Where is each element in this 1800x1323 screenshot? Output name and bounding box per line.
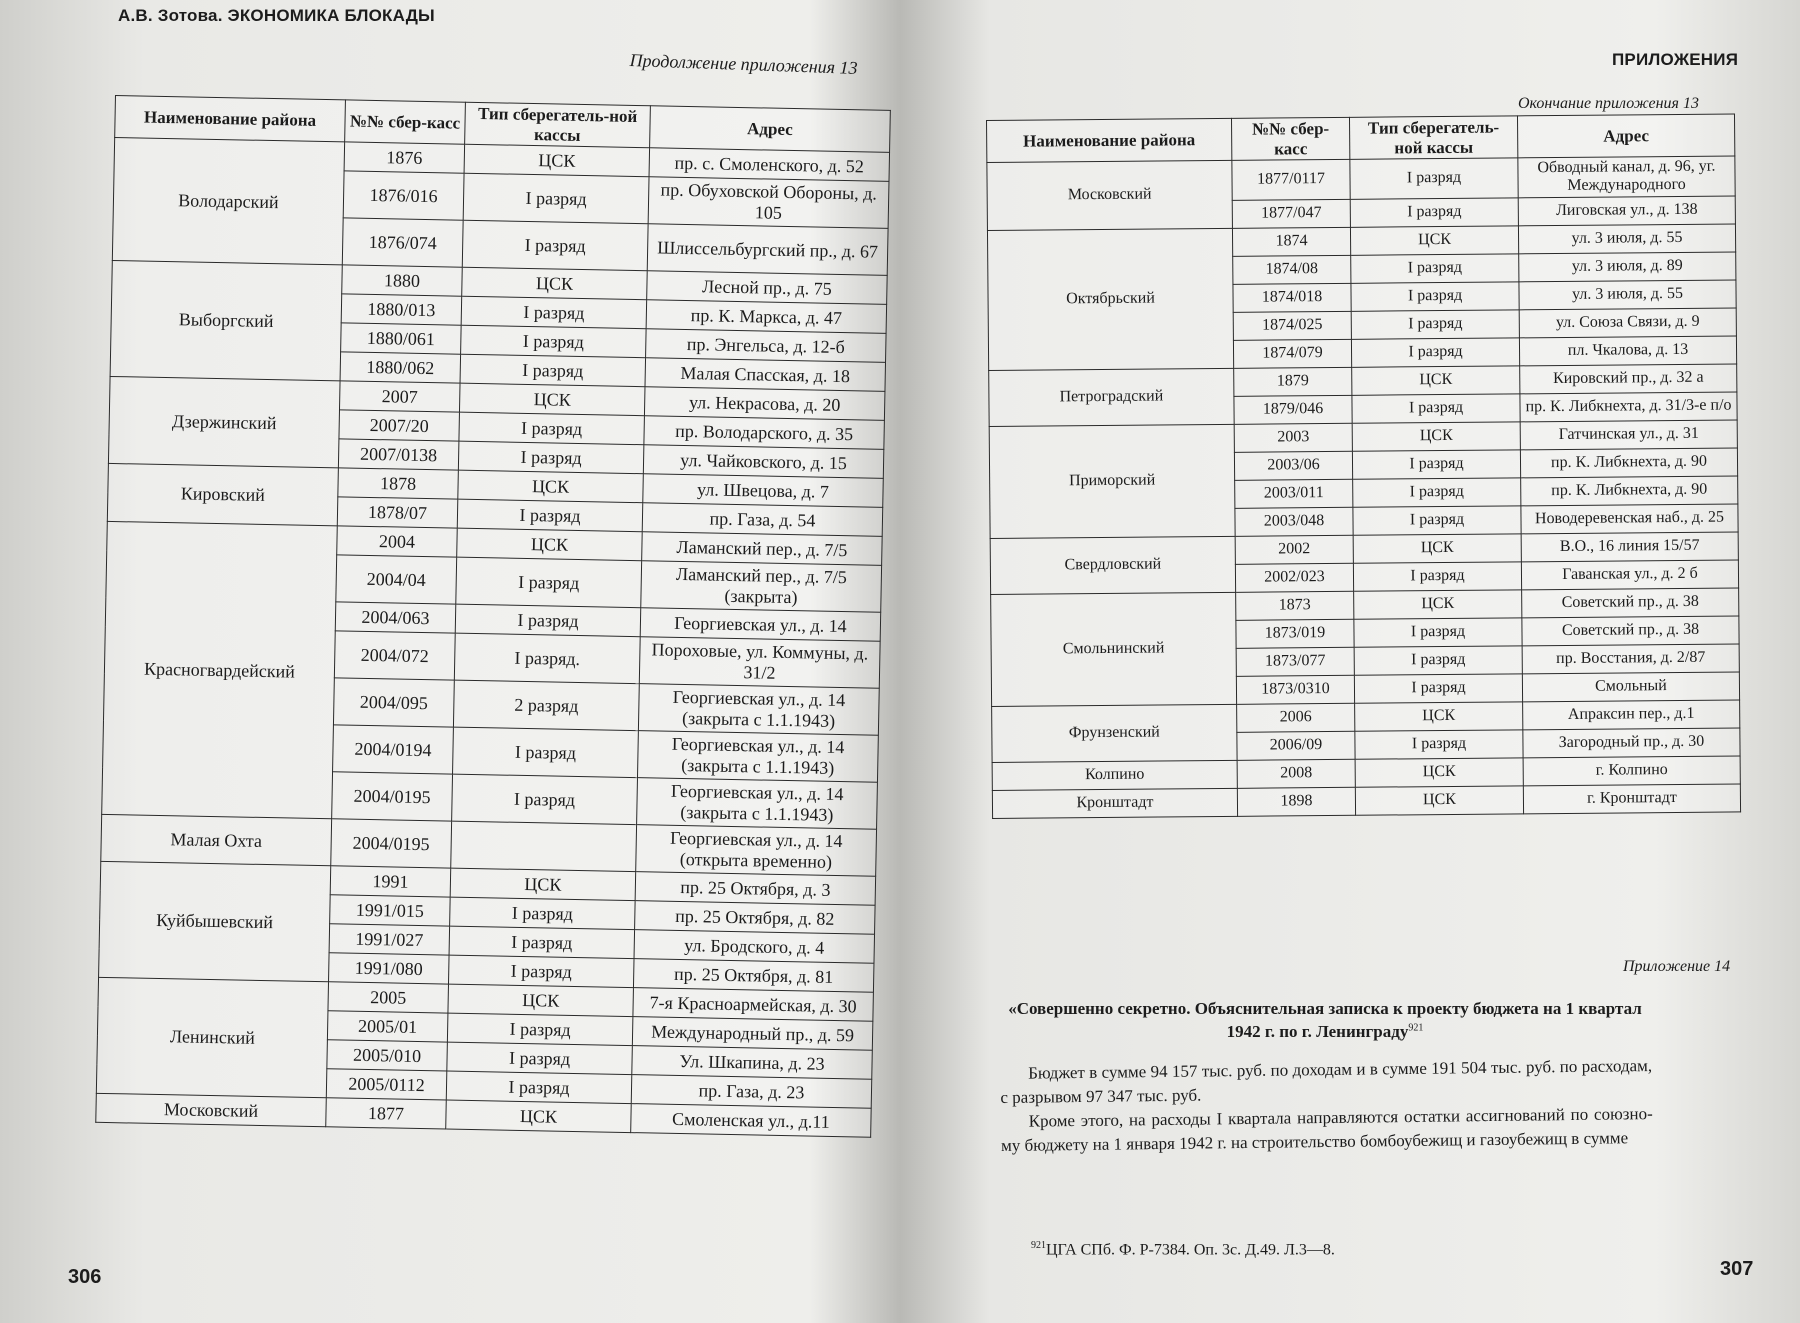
district-cell: Петроградский xyxy=(989,368,1234,426)
number-cell: 1873 xyxy=(1236,591,1354,620)
address-cell: пр. Восстания, д. 2/87 xyxy=(1522,644,1739,674)
address-cell: пр. К. Либкнехта, д. 90 xyxy=(1520,448,1737,478)
district-cell: Фрунзенский xyxy=(992,704,1237,762)
type-cell: I разряд xyxy=(462,220,648,271)
address-cell: пр. К. Либкнехта, д. 31/3-е п/о xyxy=(1520,392,1737,422)
type-cell: I разряд xyxy=(1352,394,1520,423)
district-cell: Малая Охта xyxy=(101,814,332,865)
number-cell: 2004/063 xyxy=(335,602,456,633)
district-cell: Октябрьский xyxy=(987,228,1233,370)
number-cell: 2004/0194 xyxy=(333,725,454,774)
header-number: №№ сбер-касс xyxy=(345,100,466,144)
number-cell: 2008 xyxy=(1237,759,1355,788)
type-cell: I разряд xyxy=(1350,198,1518,227)
address-cell: Обводный канал, д. 96, уг. Международного xyxy=(1518,156,1735,198)
body-paragraph-1: Бюджет в сумме 94 157 тыс. руб. по доходам и в сумме 191 504 тыс. руб. по расходам, с разрывом 97 347 тыс. руб. xyxy=(1000,1056,1653,1108)
address-cell: Малая Спасская, д. 18 xyxy=(645,358,886,392)
number-cell: 1874/025 xyxy=(1233,311,1351,340)
number-cell: 2004/04 xyxy=(336,555,457,604)
number-cell: 2003 xyxy=(1234,423,1352,452)
left-running-head: А.В. Зотова. ЭКОНОМИКА БЛОКАДЫ xyxy=(118,6,435,25)
right-register-table xyxy=(986,113,1741,818)
left-table-body xyxy=(96,138,890,1138)
address-cell: Загородный пр., д. 30 xyxy=(1523,728,1740,758)
type-cell: I разряд xyxy=(447,1013,633,1046)
number-cell: 1880/061 xyxy=(341,323,462,354)
type-cell: I разряд xyxy=(461,296,647,329)
address-cell: Апраксин пер., д.1 xyxy=(1523,700,1740,730)
type-cell: I разряд xyxy=(1353,562,1521,591)
address-cell: пр. 25 Октября, д. 82 xyxy=(635,901,876,935)
type-cell: I разряд xyxy=(455,604,641,637)
type-cell: I разряд xyxy=(447,1042,633,1075)
type-cell: I разряд xyxy=(1351,254,1519,283)
type-cell: I разряд xyxy=(457,499,643,532)
address-cell: Новодеревенская наб., д. 25 xyxy=(1521,504,1738,534)
number-cell: 1880/062 xyxy=(340,352,461,383)
number-cell: 2003/06 xyxy=(1234,451,1352,480)
type-cell: 2 разряд xyxy=(453,680,639,731)
type-cell: I разряд xyxy=(1351,310,1519,339)
address-cell: Георгиевская ул., д. 14 xyxy=(640,608,881,642)
right-running-head: ПРИЛОЖЕНИЯ xyxy=(1612,50,1739,69)
number-cell: 2002 xyxy=(1235,535,1353,564)
address-cell: Георгиевская ул., д. 14 (закрыта с 1.1.1943) xyxy=(637,778,878,830)
table-header-row xyxy=(987,114,1735,163)
type-cell: ЦСК xyxy=(1352,366,1520,395)
type-cell: ЦСК xyxy=(1355,758,1523,787)
type-cell: I разряд. xyxy=(454,633,640,684)
number-cell: 2007 xyxy=(339,381,460,412)
appendix-14-title xyxy=(1000,998,1650,1044)
address-cell: пр. К. Маркса, д. 47 xyxy=(646,300,887,334)
number-cell: 2004 xyxy=(337,526,458,557)
address-cell: Советский пр., д. 38 xyxy=(1522,616,1739,646)
address-cell: В.О., 16 линия 15/57 xyxy=(1521,532,1738,562)
number-cell: 1874/08 xyxy=(1233,255,1351,284)
number-cell: 1991/015 xyxy=(330,895,451,926)
type-cell: I разряд xyxy=(446,1071,632,1104)
number-cell: 1876 xyxy=(344,142,465,173)
type-cell: I разряд xyxy=(1354,674,1522,703)
address-cell: Пороховые, ул. Коммуны, д. 31/2 xyxy=(639,637,880,689)
table-row xyxy=(987,156,1735,202)
type-cell: ЦСК xyxy=(1355,786,1523,815)
number-cell: 1873/077 xyxy=(1236,647,1354,676)
address-cell: ул. Швецова, д. 7 xyxy=(643,474,884,508)
number-cell: 1898 xyxy=(1237,787,1355,816)
number-cell: 1876/074 xyxy=(342,218,463,267)
footnote xyxy=(1031,1240,1335,1259)
header-address: Адрес xyxy=(650,106,891,153)
type-cell: ЦСК xyxy=(1354,590,1522,619)
type-cell: I разряд xyxy=(1351,282,1519,311)
type-cell: I разряд xyxy=(450,897,636,930)
district-cell: Куйбышевский xyxy=(99,861,331,981)
right-page xyxy=(900,0,1800,1323)
appendix-14-title-text: «Совершенно секретно. Объяснительная записка к проекту бюджета на 1 квартал 1942 г. по г. Ленинграду xyxy=(1008,999,1642,1041)
type-cell: ЦСК xyxy=(459,383,645,416)
header-address: Адрес xyxy=(1517,114,1734,158)
number-cell: 1873/0310 xyxy=(1236,675,1354,704)
header-type: Тип сберегатель-ной кассы xyxy=(1349,116,1517,160)
number-cell: 2004/0195 xyxy=(332,772,453,821)
number-cell: 2003/011 xyxy=(1235,479,1353,508)
number-cell: 2005/01 xyxy=(327,1011,448,1042)
address-cell: Кировский пр., д. 32 а xyxy=(1520,364,1737,394)
district-cell: Красногвардейский xyxy=(102,522,338,819)
address-cell: Георгиевская ул., д. 14 (закрыта с 1.1.1943) xyxy=(637,731,878,783)
header-number: №№ сбер-касс xyxy=(1231,117,1349,160)
number-cell: 1874 xyxy=(1232,227,1350,256)
number-cell: 2003/048 xyxy=(1235,507,1353,536)
number-cell: 2007/20 xyxy=(339,410,460,441)
type-cell: I разряд xyxy=(459,412,645,445)
number-cell: 1880/013 xyxy=(341,294,462,325)
number-cell: 1879 xyxy=(1234,367,1352,396)
type-cell: ЦСК xyxy=(1353,534,1521,563)
district-cell: Колпино xyxy=(992,760,1237,790)
address-cell: ул. 3 июля, д. 89 xyxy=(1519,252,1736,282)
address-cell: Гатчинская ул., д. 31 xyxy=(1520,420,1737,450)
type-cell: I разряд xyxy=(1354,618,1522,647)
district-cell: Кронштадт xyxy=(992,788,1237,818)
type-cell: I разряд xyxy=(452,774,638,825)
type-cell: I разряд xyxy=(458,441,644,474)
header-district: Наименование района xyxy=(115,96,346,143)
address-cell: Ламанский пер., д. 7/5 xyxy=(642,532,883,566)
type-cell: I разряд xyxy=(1354,646,1522,675)
type-cell: I разряд xyxy=(1353,506,1521,535)
type-cell: I разряд xyxy=(463,173,649,224)
address-cell: пр. Газа, д. 23 xyxy=(631,1075,872,1109)
address-cell: Лиговская ул., д. 138 xyxy=(1518,196,1735,226)
type-cell: I разряд xyxy=(461,325,647,358)
address-cell: Георгиевская ул., д. 14 (открыта временно) xyxy=(636,825,877,877)
address-cell: г. Колпино xyxy=(1523,756,1740,786)
number-cell: 2005 xyxy=(328,982,449,1013)
right-continuation-caption: Окончание приложения 13 xyxy=(1518,95,1699,112)
address-cell: Смольный xyxy=(1522,672,1739,702)
district-cell: Кировский xyxy=(107,464,338,526)
address-cell: Ул. Шкапина, д. 23 xyxy=(632,1046,873,1080)
district-cell: Свердловский xyxy=(990,536,1235,594)
address-cell: Советский пр., д. 38 xyxy=(1522,588,1739,618)
address-cell: пр. с. Смоленского, д. 52 xyxy=(649,148,890,182)
left-register-table xyxy=(95,95,891,1138)
number-cell: 2004/095 xyxy=(333,678,454,727)
number-cell: 2005/0112 xyxy=(326,1069,447,1100)
address-cell: ул. Союза Связи, д. 9 xyxy=(1519,308,1736,338)
address-cell: пр. 25 Октября, д. 81 xyxy=(633,959,874,993)
type-cell: ЦСК xyxy=(457,528,643,561)
type-cell xyxy=(451,821,637,872)
appendix-14-body xyxy=(1000,1054,1653,1158)
table-row xyxy=(992,784,1740,819)
district-cell: Ленинский xyxy=(96,977,328,1097)
district-cell: Выборгский xyxy=(110,261,342,381)
number-cell: 1991 xyxy=(330,866,451,897)
address-cell: пр. Обуховской Обороны, д. 105 xyxy=(648,177,889,229)
district-cell: Смольнинский xyxy=(991,592,1237,706)
number-cell: 1877/047 xyxy=(1232,199,1350,228)
address-cell: Международный пр., д. 59 xyxy=(632,1017,873,1051)
district-cell: Московский xyxy=(987,160,1233,230)
number-cell: 1874/079 xyxy=(1233,339,1351,368)
number-cell: 1874/018 xyxy=(1233,283,1351,312)
address-cell: Смоленская ул., д.11 xyxy=(631,1104,872,1138)
header-type: Тип сберегатель-ной кассы xyxy=(465,102,651,148)
left-continuation-caption: Продолжение приложения 13 xyxy=(629,50,858,78)
address-cell: пр. Володарского, д. 35 xyxy=(644,416,885,450)
address-cell: Ламанский пер., д. 7/5 (закрыта) xyxy=(641,561,882,613)
left-page-number: 306 xyxy=(68,1266,102,1288)
number-cell: 2004/0195 xyxy=(331,819,452,868)
number-cell: 1876/016 xyxy=(343,171,464,220)
type-cell: ЦСК xyxy=(446,1100,632,1133)
number-cell: 1991/027 xyxy=(329,924,450,955)
type-cell: I разряд xyxy=(1350,158,1518,199)
district-cell: Приморский xyxy=(989,424,1235,538)
number-cell: 2002/023 xyxy=(1235,563,1353,592)
address-cell: Георгиевская ул., д. 14 (закрыта с 1.1.1943) xyxy=(638,684,879,736)
type-cell: ЦСК xyxy=(448,984,634,1017)
district-cell: Дзержинский xyxy=(108,377,340,468)
number-cell: 1879/046 xyxy=(1234,395,1352,424)
address-cell: ул. Чайковского, д. 15 xyxy=(643,445,884,479)
number-cell: 1991/080 xyxy=(329,953,450,984)
type-cell: ЦСК xyxy=(462,267,648,300)
right-page-number: 307 xyxy=(1720,1258,1754,1280)
type-cell: I разряд xyxy=(1351,338,1519,367)
footnote-text: ЦГА СПб. Ф. Р-7384. Оп. 3с. Д.49. Л.3—8. xyxy=(1046,1241,1335,1259)
type-cell: ЦСК xyxy=(450,868,636,901)
number-cell: 2006 xyxy=(1237,703,1355,732)
type-cell: I разряд xyxy=(449,926,635,959)
address-cell: пр. К. Либкнехта, д. 90 xyxy=(1521,476,1738,506)
address-cell: 7-я Красноармейская, д. 30 xyxy=(633,988,874,1022)
appendix-14-heading: Приложение 14 xyxy=(1623,958,1731,975)
number-cell: 1878/07 xyxy=(337,497,458,528)
number-cell: 2007/0138 xyxy=(338,439,459,470)
type-cell: I разряд xyxy=(456,557,642,608)
type-cell: ЦСК xyxy=(1355,702,1523,731)
right-table-body xyxy=(987,156,1741,818)
number-cell: 1873/019 xyxy=(1236,619,1354,648)
footnote-mark: 921 xyxy=(1031,1240,1046,1251)
header-district: Наименование района xyxy=(987,118,1232,162)
type-cell: I разряд xyxy=(1352,450,1520,479)
number-cell: 2006/09 xyxy=(1237,731,1355,760)
number-cell: 1880 xyxy=(342,265,463,296)
address-cell: ул. 3 июля, д. 55 xyxy=(1519,280,1736,310)
number-cell: 1877 xyxy=(326,1098,447,1129)
type-cell: I разряд xyxy=(1355,730,1523,759)
address-cell: Гаванская ул., д. 2 б xyxy=(1521,560,1738,590)
type-cell: ЦСК xyxy=(458,470,644,503)
address-cell: Лесной пр., д. 75 xyxy=(647,271,888,305)
body-paragraph-2: Кроме этого, на расходы I квартала направляются остатки ассигнований по союзно-му бюджету на 1 января 1942 г. на строительство бомбоубежищ и газоубежищ в сумме xyxy=(1000,1104,1653,1156)
address-cell: ул. Некрасова, д. 20 xyxy=(644,387,885,421)
address-cell: пр. Энгельса, д. 12-б xyxy=(646,329,887,363)
number-cell: 2004/072 xyxy=(334,631,455,680)
type-cell: ЦСК xyxy=(464,144,650,177)
address-cell: пр. Газа, д. 54 xyxy=(642,503,883,537)
number-cell: 1877/0117 xyxy=(1232,159,1350,200)
type-cell: I разряд xyxy=(1353,478,1521,507)
address-cell: ул. 3 июля, д. 55 xyxy=(1518,224,1735,254)
type-cell: ЦСК xyxy=(1350,226,1518,255)
number-cell: 1878 xyxy=(338,468,459,499)
type-cell: I разряд xyxy=(448,955,634,988)
address-cell: пл. Чкалова, д. 13 xyxy=(1519,336,1736,366)
title-footnote-mark: 921 xyxy=(1408,1022,1424,1034)
type-cell: I разряд xyxy=(460,354,646,387)
address-cell: Шлиссельбургский пр., д. 67 xyxy=(647,224,888,276)
number-cell: 2005/010 xyxy=(327,1040,448,1071)
address-cell: ул. Бродского, д. 4 xyxy=(634,930,875,964)
type-cell: ЦСК xyxy=(1352,422,1520,451)
district-cell: Московский xyxy=(96,1093,327,1126)
address-cell: г. Кронштадт xyxy=(1523,784,1740,814)
type-cell: I разряд xyxy=(453,727,639,778)
district-cell: Володарский xyxy=(112,138,344,265)
address-cell: пр. 25 Октября, д. 3 xyxy=(635,872,876,906)
